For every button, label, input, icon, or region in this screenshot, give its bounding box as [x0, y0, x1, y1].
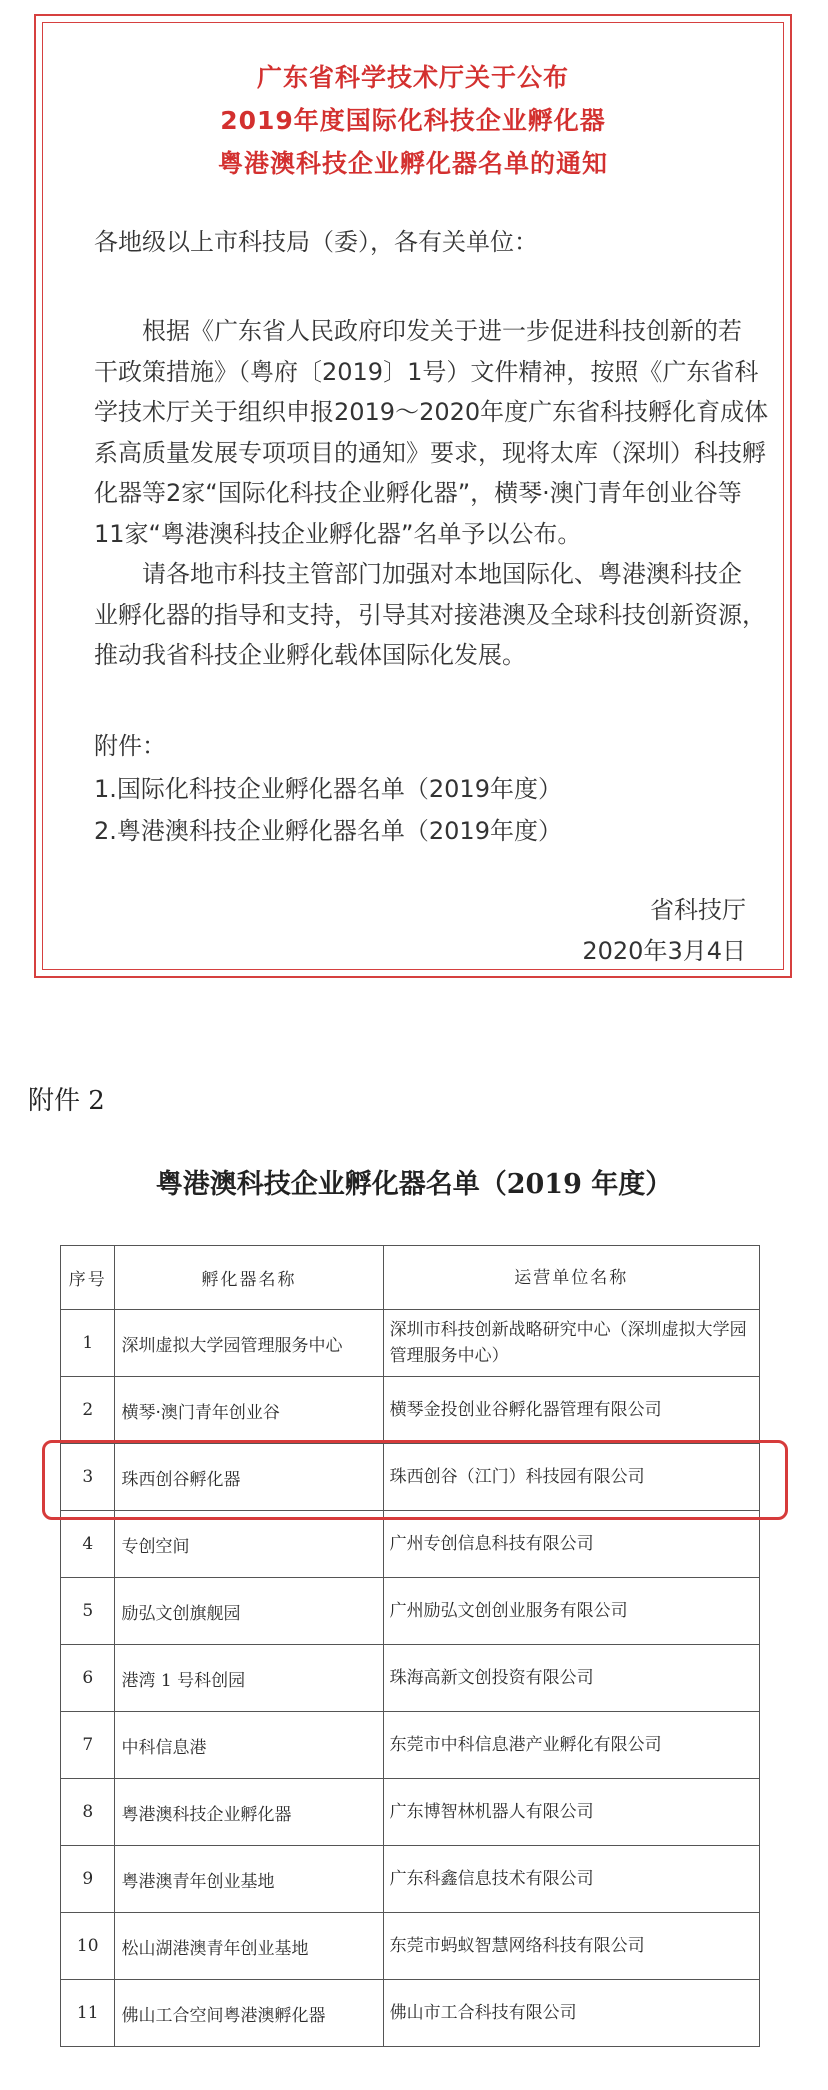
notice-paragraph-1 — [94, 311, 769, 554]
table-header-row — [61, 1246, 760, 1310]
cell-incubator-name: 中科信息港 — [115, 1712, 383, 1779]
table-row — [61, 1846, 760, 1913]
attachment-item: 1.国际化科技企业孵化器名单（2019年度） — [94, 775, 562, 803]
header-operator: 运营单位名称 — [383, 1246, 759, 1310]
attachment-item: 2.粤港澳科技企业孵化器名单（2019年度） — [94, 817, 562, 845]
cell-no: 5 — [61, 1578, 115, 1645]
cell-operator-name: 东莞市蚂蚁智慧网络科技有限公司 — [383, 1913, 759, 1980]
highlight-box — [42, 1440, 788, 1520]
cell-incubator-name: 粤港澳科技企业孵化器 — [115, 1779, 383, 1846]
appendix-label: 附件 2 — [28, 1086, 105, 1116]
cell-no: 9 — [61, 1846, 115, 1913]
cell-no: 8 — [61, 1779, 115, 1846]
cell-incubator-name: 港湾 1 号科创园 — [115, 1645, 383, 1712]
notice-title-line-1: 广东省科学技术厅关于公布 — [256, 63, 569, 92]
paragraph-line: 11家“粤港澳科技企业孵化器”名单予以公布。 — [94, 519, 582, 548]
header-name: 孵化器名称 — [115, 1246, 383, 1310]
paragraph-line: 系高质量发展专项项目的通知》要求，现将太库（深圳）科技孵 — [94, 438, 766, 467]
notice-title-line-3: 粤港澳科技企业孵化器名单的通知 — [217, 149, 608, 178]
paragraph-line: 业孵化器的指导和支持，引导其对接港澳及全球科技创新资源， — [94, 600, 766, 629]
paragraph-line: 请各地市科技主管部门加强对本地国际化、粤港澳科技企 — [94, 560, 742, 588]
cell-no: 7 — [61, 1712, 115, 1779]
cell-incubator-name: 粤港澳青年创业基地 — [115, 1846, 383, 1913]
table-row — [61, 1511, 760, 1578]
notice-title-line-2: 2019年度国际化科技企业孵化器 — [220, 106, 606, 135]
cell-operator-name: 佛山市工合科技有限公司 — [383, 1980, 759, 2047]
cell-operator-name: 东莞市中科信息港产业孵化有限公司 — [383, 1712, 759, 1779]
cell-operator-name: 广东博智林机器人有限公司 — [383, 1779, 759, 1846]
table-row — [61, 1779, 760, 1846]
cell-no: 2 — [61, 1377, 115, 1444]
cell-incubator-name: 励弘文创旗舰园 — [115, 1578, 383, 1645]
notice-salutation: 各地级以上市科技局（委），各有关单位： — [94, 228, 538, 256]
cell-operator-name: 广东科鑫信息技术有限公司 — [383, 1846, 759, 1913]
cell-operator-name: 横琴金投创业谷孵化器管理有限公司 — [383, 1377, 759, 1444]
cell-incubator-name: 专创空间 — [115, 1511, 383, 1578]
cell-no: 6 — [61, 1645, 115, 1712]
cell-no: 3 — [61, 1444, 115, 1511]
signature-date: 2020年3月4日 — [582, 937, 746, 965]
notice-frame — [34, 14, 792, 978]
cell-no: 10 — [61, 1913, 115, 1980]
table-row — [61, 1310, 760, 1377]
cell-operator-name: 广州专创信息科技有限公司 — [383, 1511, 759, 1578]
cell-operator-name: 广州励弘文创创业服务有限公司 — [383, 1578, 759, 1645]
paragraph-line: 推动我省科技企业孵化载体国际化发展。 — [94, 641, 526, 669]
cell-incubator-name: 深圳虚拟大学园管理服务中心 — [115, 1310, 383, 1377]
header-no: 序号 — [61, 1246, 115, 1310]
cell-incubator-name: 珠西创谷孵化器 — [115, 1444, 383, 1511]
cell-no: 1 — [61, 1310, 115, 1377]
cell-no: 4 — [61, 1511, 115, 1578]
paragraph-line: 学技术厅关于组织申报2019～2020年度广东省科技孵化育成体 — [94, 398, 769, 426]
paragraph-line: 干政策措施》（粤府〔2019〕1号）文件精神，按照《广东省科 — [94, 357, 759, 386]
cell-incubator-name: 松山湖港澳青年创业基地 — [115, 1913, 383, 1980]
paragraph-line: 根据《广东省人民政府印发关于进一步促进科技创新的若 — [94, 317, 742, 345]
list-title: 粤港澳科技企业孵化器名单（2019 年度） — [155, 1169, 673, 1200]
table-row — [61, 1980, 760, 2047]
cell-no: 11 — [61, 1980, 115, 2047]
table-row — [61, 1377, 760, 1444]
table-row — [61, 1645, 760, 1712]
table-row — [61, 1578, 760, 1645]
incubator-table — [60, 1245, 760, 2047]
cell-incubator-name: 佛山工合空间粤港澳孵化器 — [115, 1980, 383, 2047]
attachments-title: 附件： — [94, 732, 166, 760]
signature-org: 省科技厅 — [650, 896, 746, 924]
cell-operator-name: 珠西创谷（江门）科技园有限公司 — [383, 1444, 759, 1511]
paragraph-line: 化器等2家“国际化科技企业孵化器”，横琴·澳门青年创业谷等 — [94, 479, 742, 507]
cell-operator-name: 深圳市科技创新战略研究中心（深圳虚拟大学园管理服务中心） — [383, 1310, 759, 1377]
cell-incubator-name: 横琴·澳门青年创业谷 — [115, 1377, 383, 1444]
cell-operator-name: 珠海高新文创投资有限公司 — [383, 1645, 759, 1712]
table-row — [61, 1712, 760, 1779]
notice-paragraph-2 — [94, 554, 766, 676]
table-row — [61, 1913, 760, 1980]
